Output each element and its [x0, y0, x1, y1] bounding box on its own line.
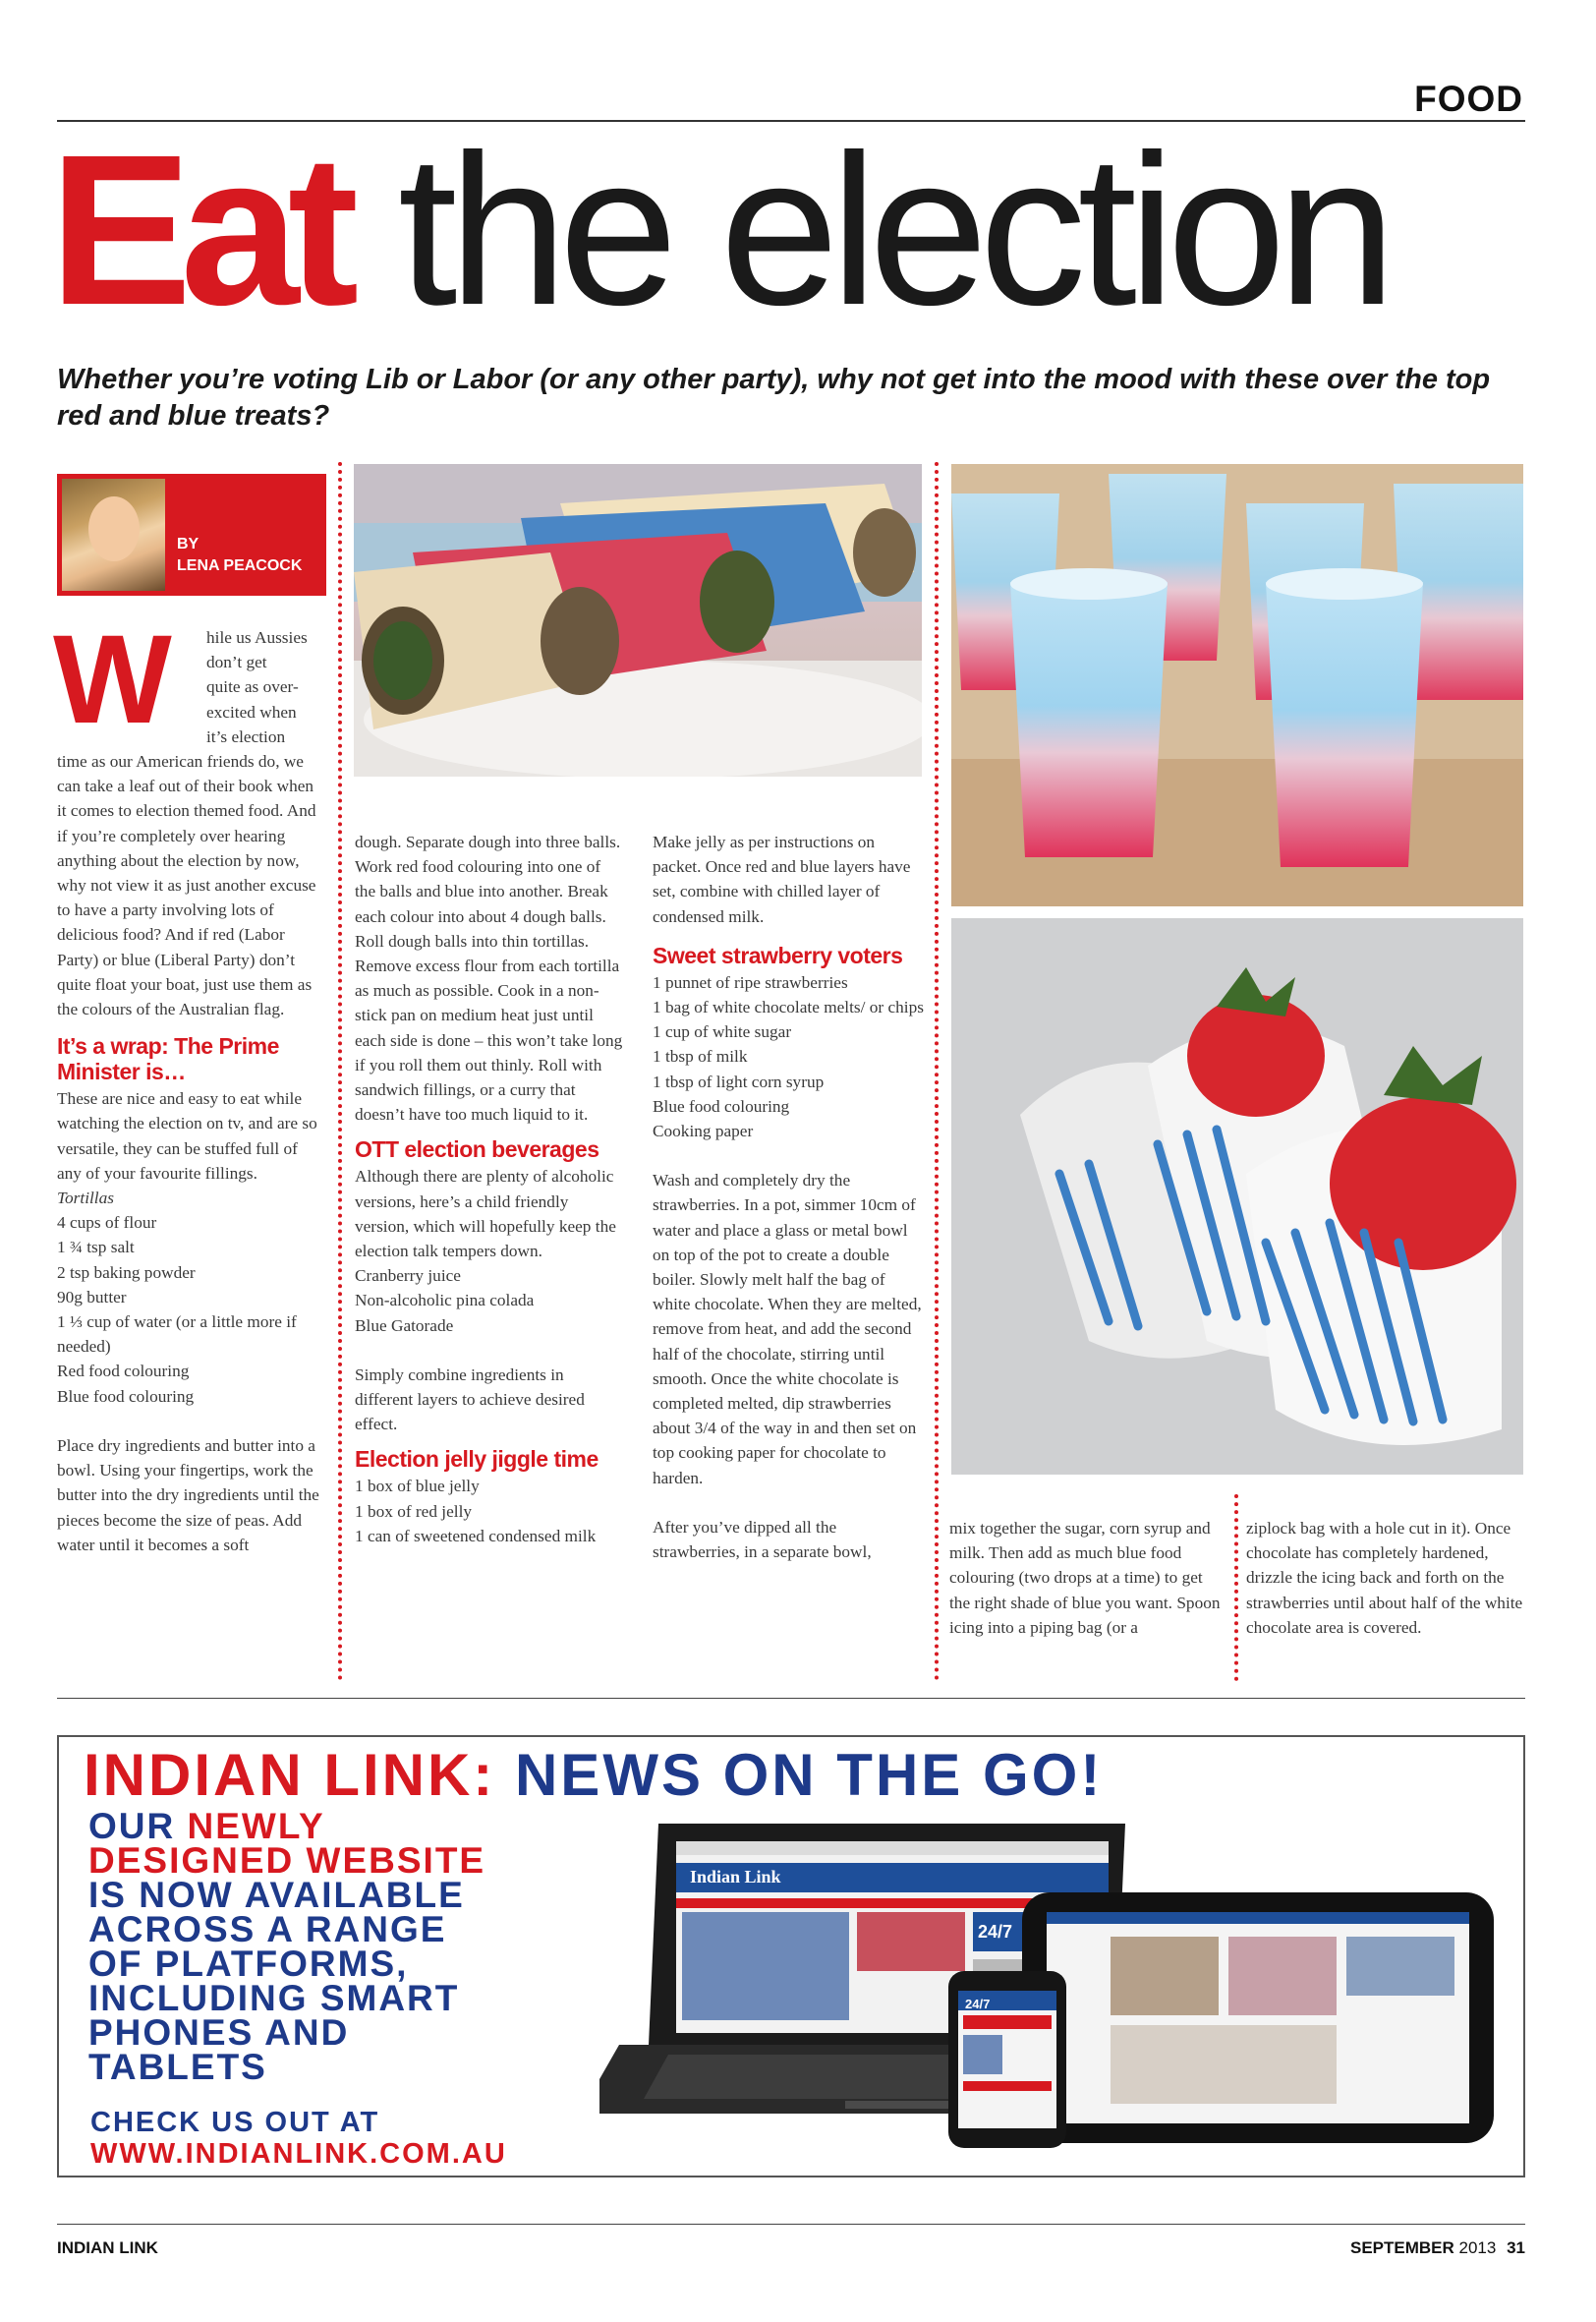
strawberry-method-4: ziplock bag with a hole cut in it). Once chocolate has completely hardened, drizzle the icing back and forth on the strawberries until about half of the white chocolate area is covered. [1246, 1519, 1523, 1637]
page-number: 31 [1507, 2238, 1525, 2257]
ingredient: 2 tsp baking powder [57, 1262, 196, 1282]
strawberry-ingredient: 1 punnet of ripe strawberries [653, 972, 848, 992]
jelly-ingredient: 1 can of sweetened condensed milk [355, 1526, 597, 1545]
headline-rest [347, 111, 1388, 350]
intro-line: excited when [206, 702, 297, 722]
ingredient: 1 ⅓ cup of water (or a little more if needed) [57, 1312, 297, 1357]
strawberry-ingredient: Blue food colouring [653, 1096, 790, 1116]
beverage-ingredient: Cranberry juice [355, 1266, 461, 1286]
drop-cap: W [53, 610, 172, 750]
article-column-2 [355, 830, 625, 1548]
article-column-1 [53, 610, 326, 1557]
article-column-3 [653, 830, 926, 1564]
method-paragraph: Place dry ingredients and butter into a bowl. Using your fingertips, work the butter into the dry ingredients until the pieces become the size of peas. Add water until it becomes a soft [57, 1435, 319, 1554]
strawberry-ingredient: 1 bag of white chocolate melts/ or chips [653, 998, 924, 1017]
strawberries-illustration [951, 918, 1523, 1475]
beverage-ingredient: Blue Gatorade [355, 1315, 454, 1335]
ad-line: TABLETS [88, 2047, 267, 2087]
footer-year: 2013 [1458, 2238, 1497, 2257]
beverages-method: Simply combine ingredients in different layers to achieve desired effect. [355, 1364, 585, 1434]
method-continued: dough. Separate dough into three balls. Work red food colouring into one of the balls and blue into another. Break each colour into about 4 dough balls. Roll dough balls into thin tortillas. Remove excess flour from each tortilla as much as possible. Cook in a non-stick pan on medium heat just until each side is done – this won’t take long if you roll them out thinly. Roll with sandwich fillings, or a curry that doesn’t have too much liquid to it. [355, 833, 623, 1125]
devices-illustration [599, 1814, 1504, 2153]
ad-line: INCLUDING SMART [88, 1978, 460, 2018]
strawberry-heading: Sweet strawberry voters [653, 942, 903, 968]
column-separator [935, 462, 939, 1681]
ingredient: 1 ¾ tsp salt [57, 1238, 135, 1257]
strawberry-method-3: mix together the sugar, corn syrup and milk. Then add as much blue food colouring (two drops at a time) to get the right shade of blue you want. Spoon icing into a piping bag (or a [949, 1519, 1221, 1637]
strawberry-ingredient: 1 cup of white sugar [653, 1022, 792, 1042]
laptop-banner: 24/7 [978, 1922, 1013, 1942]
headline [49, 110, 1543, 351]
photo-strawberries [951, 918, 1523, 1475]
ad-line: OUR [88, 1806, 176, 1846]
standfirst: Whether you’re voting Lib or Labor (or any other party), why not get into the mood with these over the top red and blue treats? [57, 364, 1491, 432]
jelly-heading: Election jelly jiggle time [355, 1446, 598, 1473]
ad-call-to-action [90, 2107, 507, 2170]
strawberry-ingredient: 1 tbsp of milk [653, 1047, 748, 1067]
ad-cta-line: CHECK US OUT AT [90, 2107, 380, 2138]
strawberry-method: Wash and completely dry the strawberries. In a pot, simmer 10cm of water and place a glass or metal bowl on top of the pot to create a double boiler. Slowly melt half the bag of white chocolate. When they are melted, remove from heat, and add the second half of the chocolate, stirring until smooth. Once the white chocolate is completed melted, dip strawberries about 3/4 of the way in and then set on top cooking paper for chocolate to harden. [653, 1171, 922, 1487]
drinks-illustration [951, 464, 1523, 906]
intro-line: it’s election [206, 726, 286, 746]
photo-wraps [354, 464, 922, 777]
beverages-paragraph: Although there are plenty of alcoholic versions, here’s a child friendly version, which will hopefully keep the election talk tempers down. [355, 1167, 616, 1261]
beverage-ingredient: Non-alcoholic pina colada [355, 1291, 535, 1310]
strawberry-ingredient: Cooking paper [653, 1122, 754, 1141]
column-separator [338, 462, 342, 1681]
byline-by: BY [177, 536, 200, 552]
ad-line-red: DESIGNED WEBSITE [88, 1840, 486, 1881]
ad-line: OF PLATFORMS, [88, 1944, 409, 1984]
ingredient: 90g butter [57, 1287, 127, 1306]
intro-line: don’t get [206, 653, 267, 672]
strawberry-method-2: After you’ve dipped all the strawberries, in a separate bowl, [653, 1517, 872, 1562]
article-column-5 [1246, 1516, 1525, 1640]
ad-line: IS NOW AVAILABLE [88, 1875, 465, 1915]
ad-url-link[interactable]: WWW.INDIANLINK.COM.AU [90, 2138, 507, 2170]
ad-title-blue: NEWS ON THE GO! [514, 1742, 1104, 1808]
jelly-method: Make jelly as per instructions on packet. Once red and blue layers have set, combine with chilled layer of condensed milk. [653, 833, 911, 926]
intro-paragraph: time as our American friends do, we can take a leaf out of their book when it comes to election themed food. And if you’re completely over hearing anything about the election by now, why not view it as just another excuse to have a party involving lots of delicious food? And if red (Labor Party) or blue (Liberal Party) don’t quite float your boat, just use them as the colours of the Australian flag. [57, 752, 316, 1019]
ad-line: ACROSS A RANGE [88, 1909, 447, 1949]
strawberry-ingredient: 1 tbsp of light corn syrup [653, 1072, 825, 1091]
footer-publication: INDIAN LINK [57, 2238, 158, 2257]
author-face [88, 496, 140, 561]
ad-body [88, 1806, 486, 2087]
headline-red-word: Eat [49, 111, 348, 350]
ad-title-red: INDIAN LINK: [84, 1742, 496, 1808]
photo-drinks [951, 464, 1523, 906]
jelly-ingredient: 1 box of blue jelly [355, 1477, 480, 1496]
headline-rest-text: the election [397, 111, 1388, 350]
ad-line: PHONES AND [88, 2012, 350, 2053]
intro-line: quite as over- [206, 677, 299, 697]
section-label: FOOD [1414, 79, 1523, 119]
phone-icon [948, 1971, 1066, 2148]
footer-month: SEPTEMBER [1349, 2238, 1454, 2257]
ingredient: Red food colouring [57, 1362, 190, 1381]
bottom-rule [57, 1698, 1525, 1699]
phone-banner: 24/7 [965, 1997, 991, 2011]
ingredient: 4 cups of flour [57, 1213, 157, 1233]
ad-line-red: NEWLY [187, 1806, 325, 1846]
tablet-icon [1022, 1892, 1494, 2143]
ingredient: Blue food colouring [57, 1386, 195, 1406]
byline [177, 534, 302, 577]
byline-author: LENA PEACOCK [177, 557, 303, 574]
intro-lines [206, 625, 326, 749]
recipe-title: Tortillas [57, 1189, 114, 1208]
wrap-paragraph: These are nice and easy to eat while watching the election on tv, and are so versatile, they can be stuffed full of any of your favourite fillings. [57, 1089, 317, 1183]
column-separator [1234, 1494, 1238, 1681]
beverages-heading: OTT election beverages [355, 1136, 599, 1163]
footer-date-page [1297, 2238, 1525, 2258]
intro-line: hile us Aussies [206, 628, 308, 647]
footer-rule [57, 2224, 1525, 2225]
laptop-brand: Indian Link [690, 1867, 781, 1887]
jelly-ingredient: 1 box of red jelly [355, 1501, 473, 1521]
ad-title [84, 1740, 1103, 1811]
wraps-illustration [354, 464, 922, 777]
wrap-heading: It’s a wrap: The Prime Minister is… [57, 1033, 279, 1085]
article-column-4 [949, 1516, 1223, 1640]
